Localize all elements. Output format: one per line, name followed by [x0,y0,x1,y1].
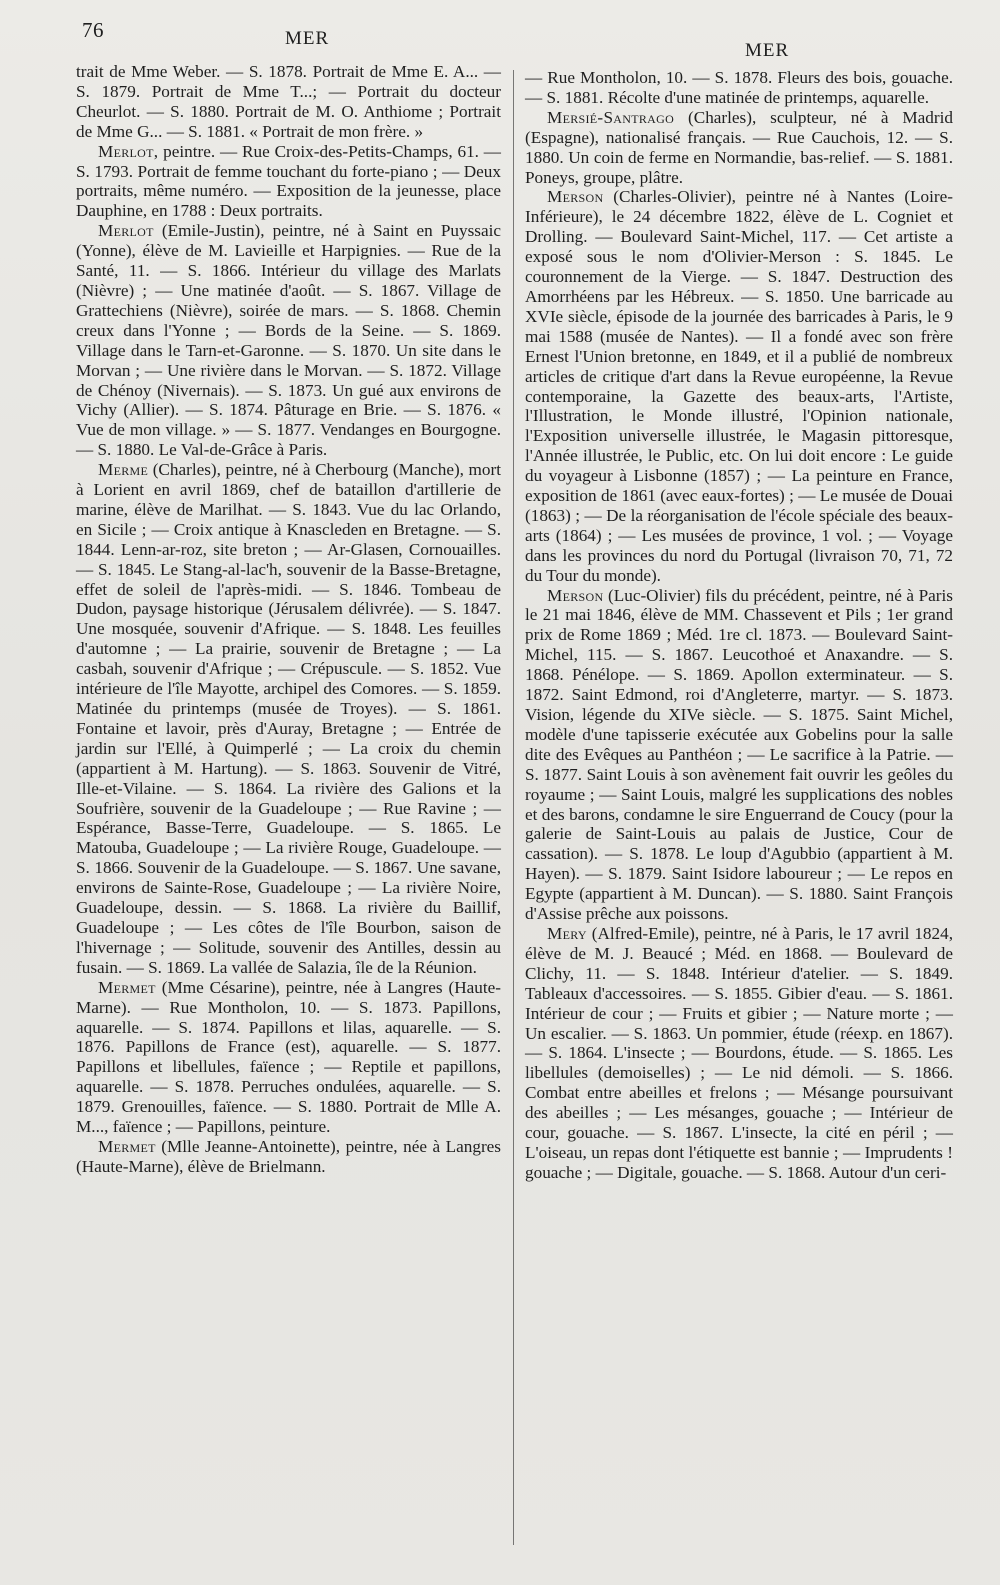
entry-merlot [76,142,501,222]
entry-text: (Charles), sculpteur, né à Madrid (Espagne), nationalisé français. — Rue Cauchois, 12. — S. 1880. Un coin de ferme en Normandie, bas-relief. — S. 1881. Poneys, groupe, plâtre. [525,107,953,187]
entry-text: peintre. — Rue Croix-des-Petits-Champs, 61. — S. 1793. Portrait de femme touchant du forte-piano ; — Deux portraits, même numéro. — Exposition de la jeunesse, place Dauphine, en 1788 : Deux portraits. [76,141,501,221]
entry-name: Mermet [98,1136,156,1156]
entry-text: (Luc-Olivier) fils du précédent, peintre, né à Paris le 21 mai 1846, élève de MM. Chassevent et Pils ; 1er grand prix de Rome 1869 ; Méd. 1re cl. 1873. — Boulevard Saint-Michel, 115. — S. 1867. Leucothoé et Anaxandre. — S. 1868. Pénélope. — S. 1869. Apollon exterminateur. — S. 1872. Saint Edmond, roi d'Angleterre, martyr. — S. 1873. Vision, légende du XIVe siècle. — S. 1875. Saint Michel, modèle d'une tapisserie exécutée aux Gobelins pour la salle dite des Evêques au Panthéon ; — Le sacrifice à la Patrie. — S. 1877. Saint Louis à son avènement fait ouvrir les geôles du royaume ; — Saint Louis, malgré les supplications des nobles et des barons, condamne le sire Enguerrand de Coucy (pour la galerie de Saint-Louis au palais de Justice, Cour de cassation). — S. 1878. Le loup d'Agubbio (appartient à M. Hayen). — S. 1879. Saint Isidore laboureur ; — Le repos en Egypte (appartient à M. Duncan). — S. 1880. Saint François d'Assise prêche aux poissons. [525,585,953,924]
entry-name: Merson [547,187,604,207]
entry-name: Merme [98,460,149,480]
entry-text: (Charles-Olivier), peintre né à Nantes (Loire-Inférieure), le 24 décembre 1822, élève de L. Cogniet et Drolling. — Boulevard Saint-Michel, 117. — Cet artiste a exposé sous le nom d'Olivier-Merson : S. 1845. Le couronnement de la Vierge. — S. 1847. Destruction des Amorrhéens par les Hébreux. — S. 1850. Une barricade au XVIe siècle, épisode de la journée des barricades à Paris, le 9 mai 1588 (musée de Nantes). — Il a fondé avec son frère Ernest l'Union bretonne, en 1849, et il a publié de nombreux articles de critique d'art dans la Revue européenne, la Revue contemporaine, la Gazette des beaux-arts, l'Artiste, l'Illustration, le Monde illustré, l'Opinion nationale, l'Exposition universelle illustrée, le Magasin pittoresque, l'Année illustrée, le Public, etc. On lui doit encore : Le guide du voyageur à Lisbonne (1857) ; — La peinture en France, exposition de 1861 (avec eaux-fortes) ; — Le musée de Douai (1863) ; — De la réorganisation de l'école spéciale des beaux-arts (1864) ; — Les musées de province, 1 vol. ; — Voyage dans les provinces du nord du Portugal (livraison 70, 71, 72 du Tour du monde). [525,187,953,585]
entry-mermet-jeanne-continued [525,68,953,108]
entry-text: (Emile-Justin), peintre, né à Saint en Puyssaic (Yonne), élève de M. Lavieille et Harpignies. — Rue de la Santé, 11. — S. 1866. Intérieur du village des Marlats (Nièvre) ; — Une matinée d'août. — S. 1867. Village de Grattechiens (Nièvre), soirée de mars. — S. 1868. Chemin creux dans l'Yonne ; — Bords de la Seine. — S. 1869. Village dans le Tarn-et-Garonne. — S. 1870. Un site dans le Morvan ; — Une rivière dans le Morvan. — S. 1872. Village de Chénoy (Nivernais). — S. 1873. Un gué aux environs de Vichy (Allier). — S. 1874. Pâturage en Brie. — S. 1876. « Vue de mon village. » — S. 1877. Vendanges en Bourgogne. — S. 1880. Le Val-de-Grâce à Paris. [76,221,501,460]
entry-merson-luc [525,586,953,924]
entry-merme [76,460,501,978]
entry-text: (Mme Césarine), peintre, née à Langres (Haute-Marne). — Rue Montholon, 10. — S. 1873. Papillons, aquarelle. — S. 1874. Papillons et lilas, aquarelle. — S. 1876. Papillons de France (est), aquarelle. — S. 1877. Papillons et libellules, faïence ; — Reptile et papillons, aquarelle. — S. 1878. Perruches ondulées, aquarelle. — S. 1879. Grenouilles, faïence. — S. 1880. Portrait de Mlle A. M..., faïence ; — Papillons, peinture. [76,977,501,1137]
entry-mery [525,924,953,1183]
entry-name: Mersié-Santrago [547,107,675,127]
running-header-right: MER [745,40,790,61]
right-column [525,68,953,1183]
entry-mersie-santrago [525,108,953,188]
entry-name: Merson [547,585,604,605]
entry-name: Merlot, [98,141,159,161]
running-header-left: MER [285,28,330,49]
entry-mermet-jeanne [76,1137,501,1177]
entry-text: (Charles), peintre, né à Cherbourg (Manche), mort à Lorient en avril 1869, chef de bataillon d'artillerie de marine, élève de Marilhat. — S. 1843. Vue du lac Orlando, en Sicile ; — Croix antique à Knascleden en Bretagne. — S. 1844. Lenn-ar-roz, site breton ; — Ar-Glasen, Cornouailles. — S. 1845. Le Stang-al-lac'h, souvenir de la Basse-Bretagne, effet de soleil de l'après-midi. — S. 1846. Tombeau de Dudon, paysage historique (Jérusalem délivrée). — S. 1847. Une mosquée, souvenir d'Afrique. — S. 1848. Les feuilles d'automne ; — La prairie, souvenir de Bretagne ; — La casbah, souvenir d'Afrique ; — Crépuscule. — S. 1852. Vue intérieure de l'île Mayotte, archipel des Comores. — S. 1859. Matinée du printemps (musée de Troyes). — S. 1861. Fontaine et lavoir, près d'Auray, Bretagne ; — Entrée de jardin sur l'Ellé, à Quimperlé ; — La croix du chemin (appartient à M. Hartung). — S. 1863. Souvenir de Vitré, Ille-et-Vilaine. — S. 1864. La rivière des Galions et la Soufrière, souvenir de la Guadeloupe ; — Rue Ravine ; — Espérance, Basse-Terre, Guadeloupe. — S. 1865. Le Matouba, Guadeloupe ; — La rivière Rouge, Guadeloupe. — S. 1866. Souvenir de la Guadeloupe. — S. 1867. Une savane, environs de Sainte-Rose, Guadeloupe ; — La rivière Noire, Guadeloupe, dessin. — S. 1868. La rivière du Baillif, Guadeloupe ; — Les côtes de l'île Bourbon, saison de l'hivernage ; — Solitude, souvenir des Antilles, dessin au fusain. — S. 1869. La vallée de Salazia, île de la Réunion. [76,460,501,977]
entry-name: Mery [547,923,587,943]
entry-text: trait de Mme Weber. — S. 1878. Portrait de Mme E. A... — S. 1879. Portrait de Mme T...; — Portrait du docteur Cheurlot. — S. 1880. Portrait de M. O. Anthiome ; Portrait de Mme G... — S. 1881. « Portrait de mon frère. » [76,62,501,141]
entry-name: Merlot [98,221,154,241]
left-column [76,62,501,1177]
entry-mermet-cesarine [76,978,501,1137]
column-divider [513,70,514,1545]
entry-text: (Alfred-Emile), peintre, né à Paris, le 17 avril 1824, élève de M. J. Beaucé ; Méd. en 1868. — Boulevard de Clichy, 11. — S. 1848. Intérieur d'atelier. — S. 1849. Tableaux d'accessoires. — S. 1855. Gibier d'eau. — S. 1861. Intérieur de cour ; — Fruits et gibier ; — Nature morte ; — Un escalier. — S. 1863. Un pommier, étude (réexp. en 1867). — S. 1864. L'insecte ; — Bourdons, étude. — S. 1865. Les libellules (demoiselles) ; — Le nid démoli. — S. 1866. Combat entre abeilles et frelons ; — Mésange poursuivant des abeilles ; — Les mésanges, gouache ; — Intérieur de cour, gouache. — S. 1867. L'insecte, la cité en péril ; — L'oiseau, un repas dont l'étiquette est bannie ; — Imprudents ! gouache ; — Digitale, gouache. — S. 1868. Autour d'un ceri- [525,923,953,1182]
entry-merson-charles [525,187,953,585]
entry-name: Mermet [98,977,156,997]
entry-text: — Rue Montholon, 10. — S. 1878. Fleurs des bois, gouache. — S. 1881. Récolte d'une matinée de printemps, aquarelle. [525,68,953,107]
entry-merlot-emile [76,221,501,460]
page-number: 76 [82,18,104,42]
entry-merle-continued [76,62,501,142]
entry-text: (Mlle Jeanne-Antoinette), peintre, née à Langres (Haute-Marne), élève de Brielmann. [76,1136,501,1176]
